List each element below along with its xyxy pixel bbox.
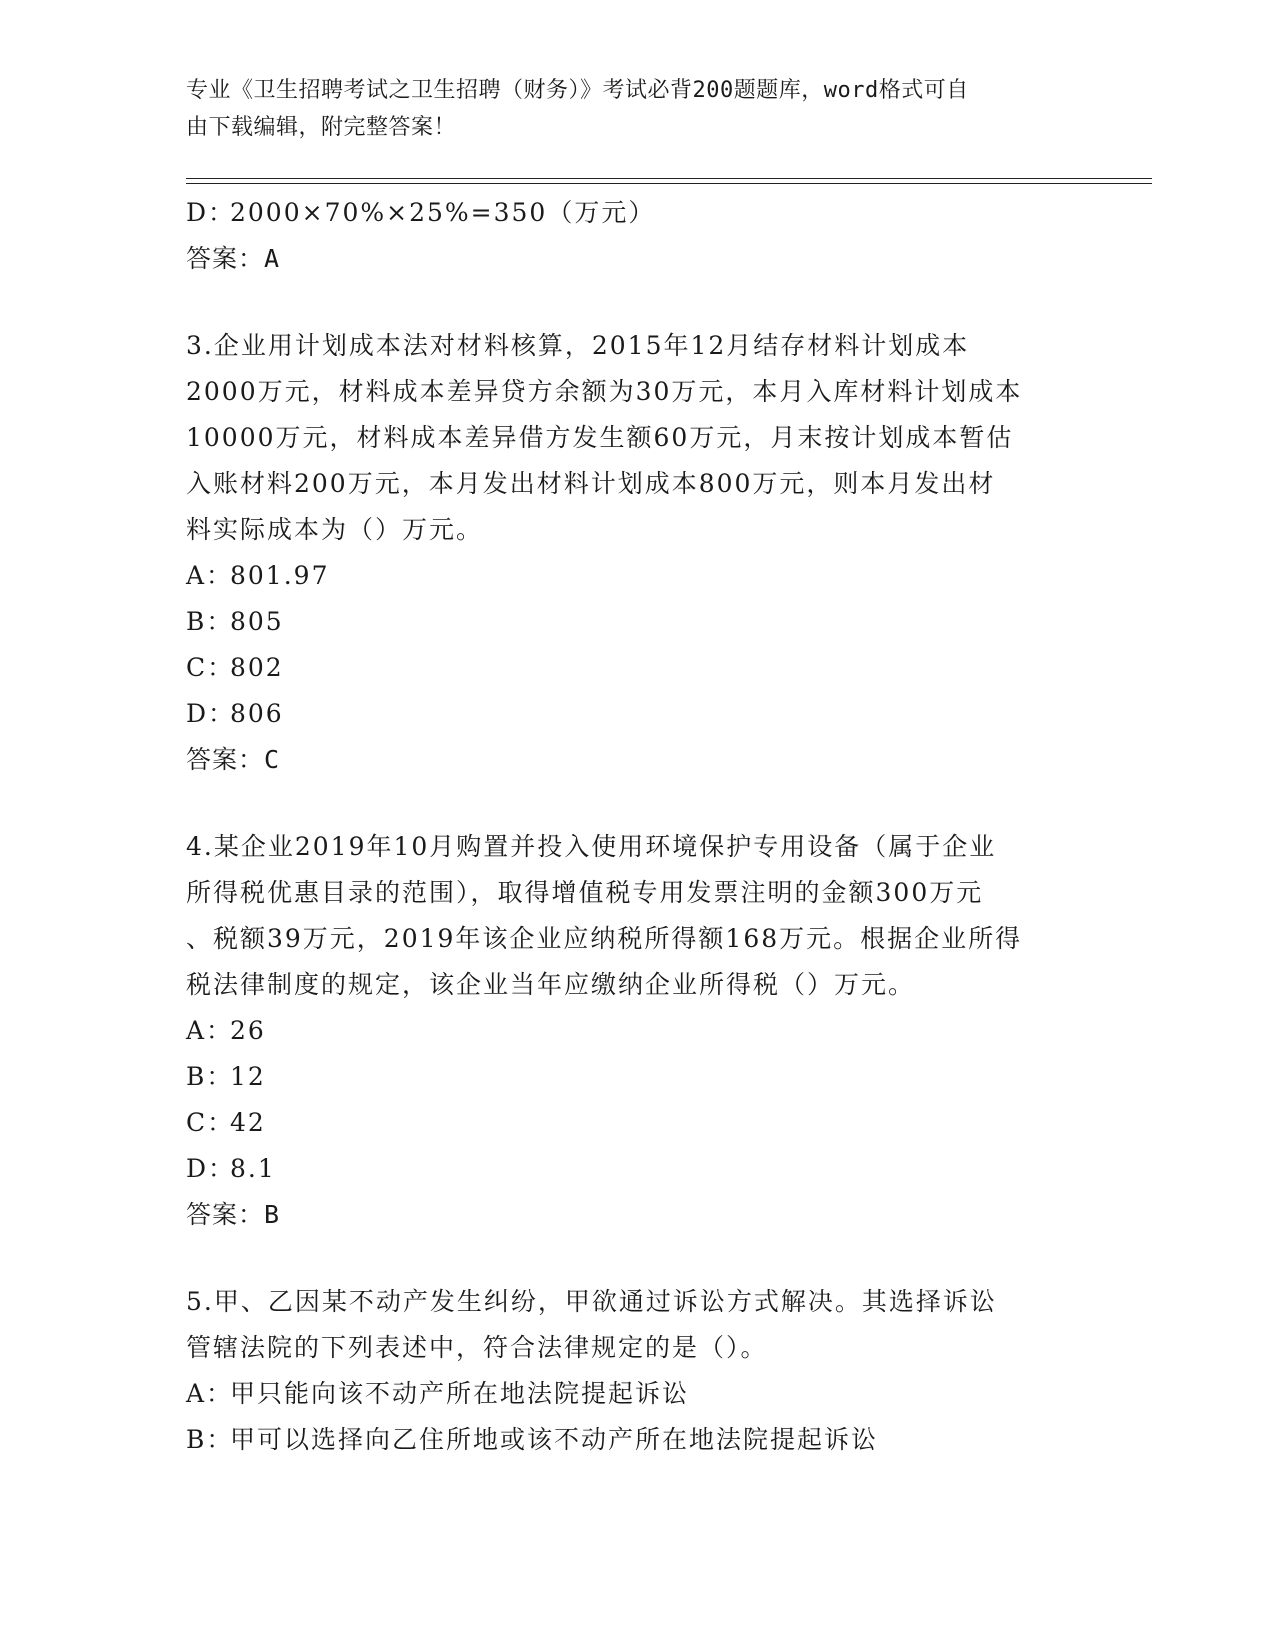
answer-line: 答案：A	[186, 244, 281, 273]
option-text: 2000×70%×25%=350（万元）	[230, 198, 656, 227]
option-label: B：	[186, 1062, 234, 1091]
option-row	[186, 190, 1086, 236]
header-divider-bottom	[186, 183, 1152, 184]
document-body	[186, 190, 1086, 1463]
option-row	[186, 1008, 1086, 1054]
option-row	[186, 1146, 1086, 1192]
option-text: 甲只能向该不动产所在地法院提起诉讼	[230, 1379, 690, 1408]
option-row	[186, 599, 1086, 645]
option-label: A：	[186, 1379, 234, 1408]
question-line: 所得税优惠目录的范围），取得增值税专用发票注明的金额300万元	[186, 878, 984, 907]
question-line: 4.某企业2019年10月购置并投入使用环境保护专用设备（属于企业	[186, 832, 997, 861]
option-row	[186, 691, 1086, 737]
option-row	[186, 645, 1086, 691]
option-text: 806	[230, 699, 284, 728]
option-text: 12	[230, 1062, 266, 1091]
header-line-1: 专业《卫生招聘考试之卫生招聘（财务）》考试必背200题题库，word格式可自	[186, 78, 969, 103]
option-label: B：	[186, 607, 234, 636]
option-label: C：	[186, 653, 235, 682]
question-stem	[186, 1279, 1086, 1371]
question-line: 10000万元，材料成本差异借方发生额60万元，月末按计划成本暂估	[186, 423, 1014, 452]
option-text: 26	[230, 1016, 266, 1045]
question-stem	[186, 323, 1086, 553]
option-label: D：	[186, 198, 236, 227]
option-label: A：	[186, 561, 234, 590]
option-text: 805	[230, 607, 284, 636]
option-row	[186, 553, 1086, 599]
option-label: D：	[186, 1154, 236, 1183]
option-text: 802	[230, 653, 284, 682]
option-row	[186, 1371, 1086, 1417]
option-label: C：	[186, 1108, 235, 1137]
answer-line: 答案：B	[186, 1200, 281, 1229]
option-row	[186, 1100, 1086, 1146]
question-line: 管辖法院的下列表述中，符合法律规定的是（）。	[186, 1333, 768, 1362]
question-stem	[186, 824, 1086, 1008]
option-label: B：	[186, 1425, 234, 1454]
header-divider-top	[186, 178, 1152, 179]
answer-line: 答案：C	[186, 745, 281, 774]
option-text: 8.1	[230, 1154, 276, 1183]
option-text: 甲可以选择向乙住所地或该不动产所在地法院提起诉讼	[230, 1425, 879, 1454]
option-row	[186, 1054, 1086, 1100]
question-line: 入账材料200万元，本月发出材料计划成本800万元，则本月发出材	[186, 469, 996, 498]
question-line: 、税额39万元，2019年该企业应纳税所得额168万元。根据企业所得	[186, 924, 1023, 953]
header-line-2: 由下载编辑，附完整答案！	[186, 115, 457, 140]
question-line: 2000万元，材料成本差异贷方余额为30万元，本月入库材料计划成本	[186, 377, 1023, 406]
question-line: 料实际成本为（）万元。	[186, 515, 484, 544]
option-label: A：	[186, 1016, 234, 1045]
question-line: 5.甲、乙因某不动产发生纠纷，甲欲通过诉讼方式解决。其选择诉讼	[186, 1287, 997, 1316]
question-line: 3.企业用计划成本法对材料核算，2015年12月结存材料计划成本	[186, 331, 970, 360]
option-label: D：	[186, 699, 236, 728]
option-text: 801.97	[230, 561, 330, 590]
question-line: 税法律制度的规定，该企业当年应缴纳企业所得税（）万元。	[186, 970, 916, 999]
option-text: 42	[230, 1108, 266, 1137]
option-row	[186, 1417, 1086, 1463]
document-header	[186, 72, 1066, 146]
